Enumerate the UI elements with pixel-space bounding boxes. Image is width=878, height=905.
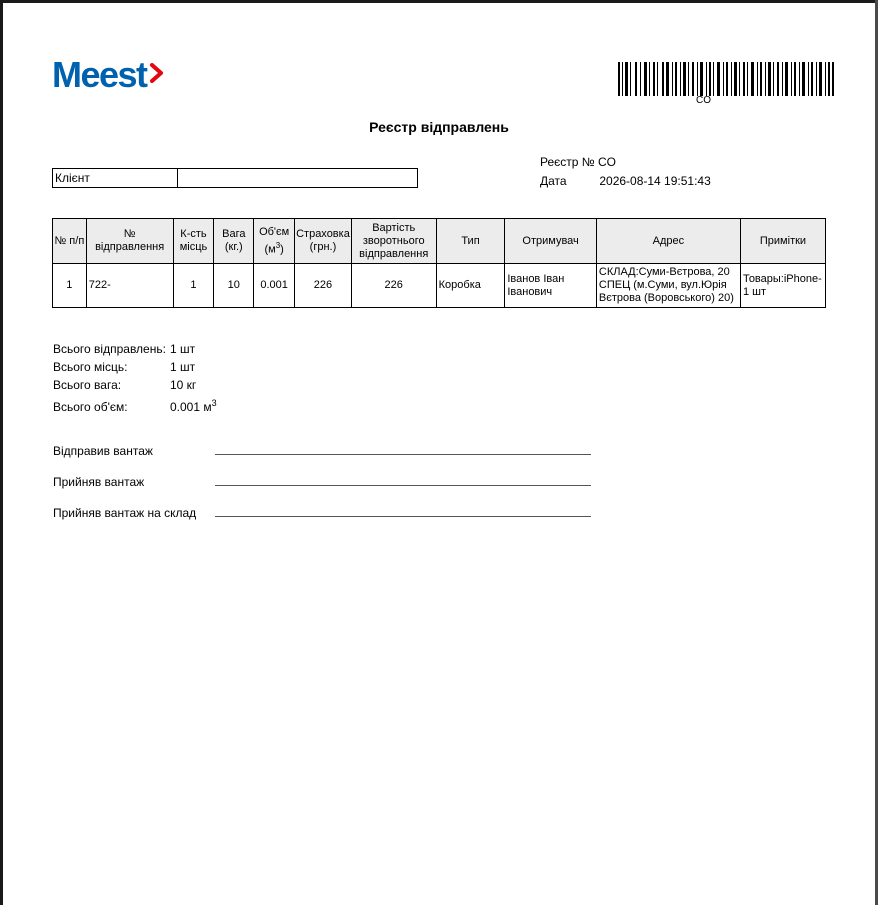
barcode-icon	[618, 62, 834, 96]
shipments-table	[52, 218, 826, 308]
header-places: К-сть місць	[173, 219, 214, 264]
header-type: Тип	[436, 219, 505, 264]
cell-address: СКЛАД:Суми-Вєтрова, 20 СПЕЦ (м.Суми, вул.Юрія Вєтрова (Воровського) 20)	[596, 264, 740, 308]
cell-volume: 0.001	[254, 264, 295, 308]
client-value	[178, 169, 417, 187]
header-num: № п/п	[53, 219, 87, 264]
total-shipments: Всього відправлень: 1 шт	[53, 342, 196, 356]
cell-places: 1	[173, 264, 214, 308]
table-row	[53, 264, 826, 308]
document-title: Реєстр відправлень	[369, 119, 509, 135]
totals-block	[53, 340, 217, 412]
date-value: 2026-08-14 19:51:43	[599, 174, 711, 188]
header-return-cost: Вартість зворотнього відправлення	[351, 219, 436, 264]
signature-sent: Відправив вантаж	[53, 444, 591, 458]
registry-number	[540, 155, 616, 169]
table-header-row	[53, 219, 826, 264]
signature-line	[215, 476, 591, 486]
header-insurance: Страховка (грн.)	[295, 219, 352, 264]
barcode-number: CO	[696, 95, 711, 106]
logo-arrow-icon	[150, 62, 164, 84]
registry-date	[540, 174, 711, 188]
client-field	[52, 168, 418, 188]
cell-recipient: Іванов Іван Іванович	[505, 264, 597, 308]
header-notes: Примітки	[740, 219, 825, 264]
client-label: Клієнт	[53, 169, 178, 187]
cell-num: 1	[53, 264, 87, 308]
page-border-left	[0, 0, 3, 905]
cell-notes: Товары:iPhone- 1 шт	[740, 264, 825, 308]
page-border-top	[0, 0, 878, 3]
meest-logo: Meest	[52, 54, 147, 95]
cell-type: Коробка	[436, 264, 505, 308]
signature-received: Прийняв вантаж	[53, 475, 591, 489]
cell-weight: 10	[214, 264, 254, 308]
cell-shipment-no: 722-	[86, 264, 173, 308]
header-recipient: Отримувач	[505, 219, 597, 264]
registry-value: CO	[598, 155, 616, 169]
signature-line	[215, 507, 591, 517]
header-volume: Об'єм $(м^3)$	[254, 219, 295, 264]
header-shipment-no: № відправлення	[86, 219, 173, 264]
total-weight: Всього вага: 10 кг	[53, 378, 197, 392]
header-weight: Вага (кг.)	[214, 219, 254, 264]
cell-return-cost: 226	[351, 264, 436, 308]
header-address: Адрес	[596, 219, 740, 264]
signature-warehouse: Прийняв вантаж на склад	[53, 506, 591, 520]
registry-label: Реєстр №	[540, 155, 595, 169]
total-places: Всього місць: 1 шт	[53, 360, 196, 374]
date-label: Дата	[540, 174, 567, 188]
signature-line	[215, 445, 591, 455]
total-volume: Всього об'єм: 0.001 $м^3$	[53, 398, 217, 414]
cell-insurance: 226	[295, 264, 352, 308]
